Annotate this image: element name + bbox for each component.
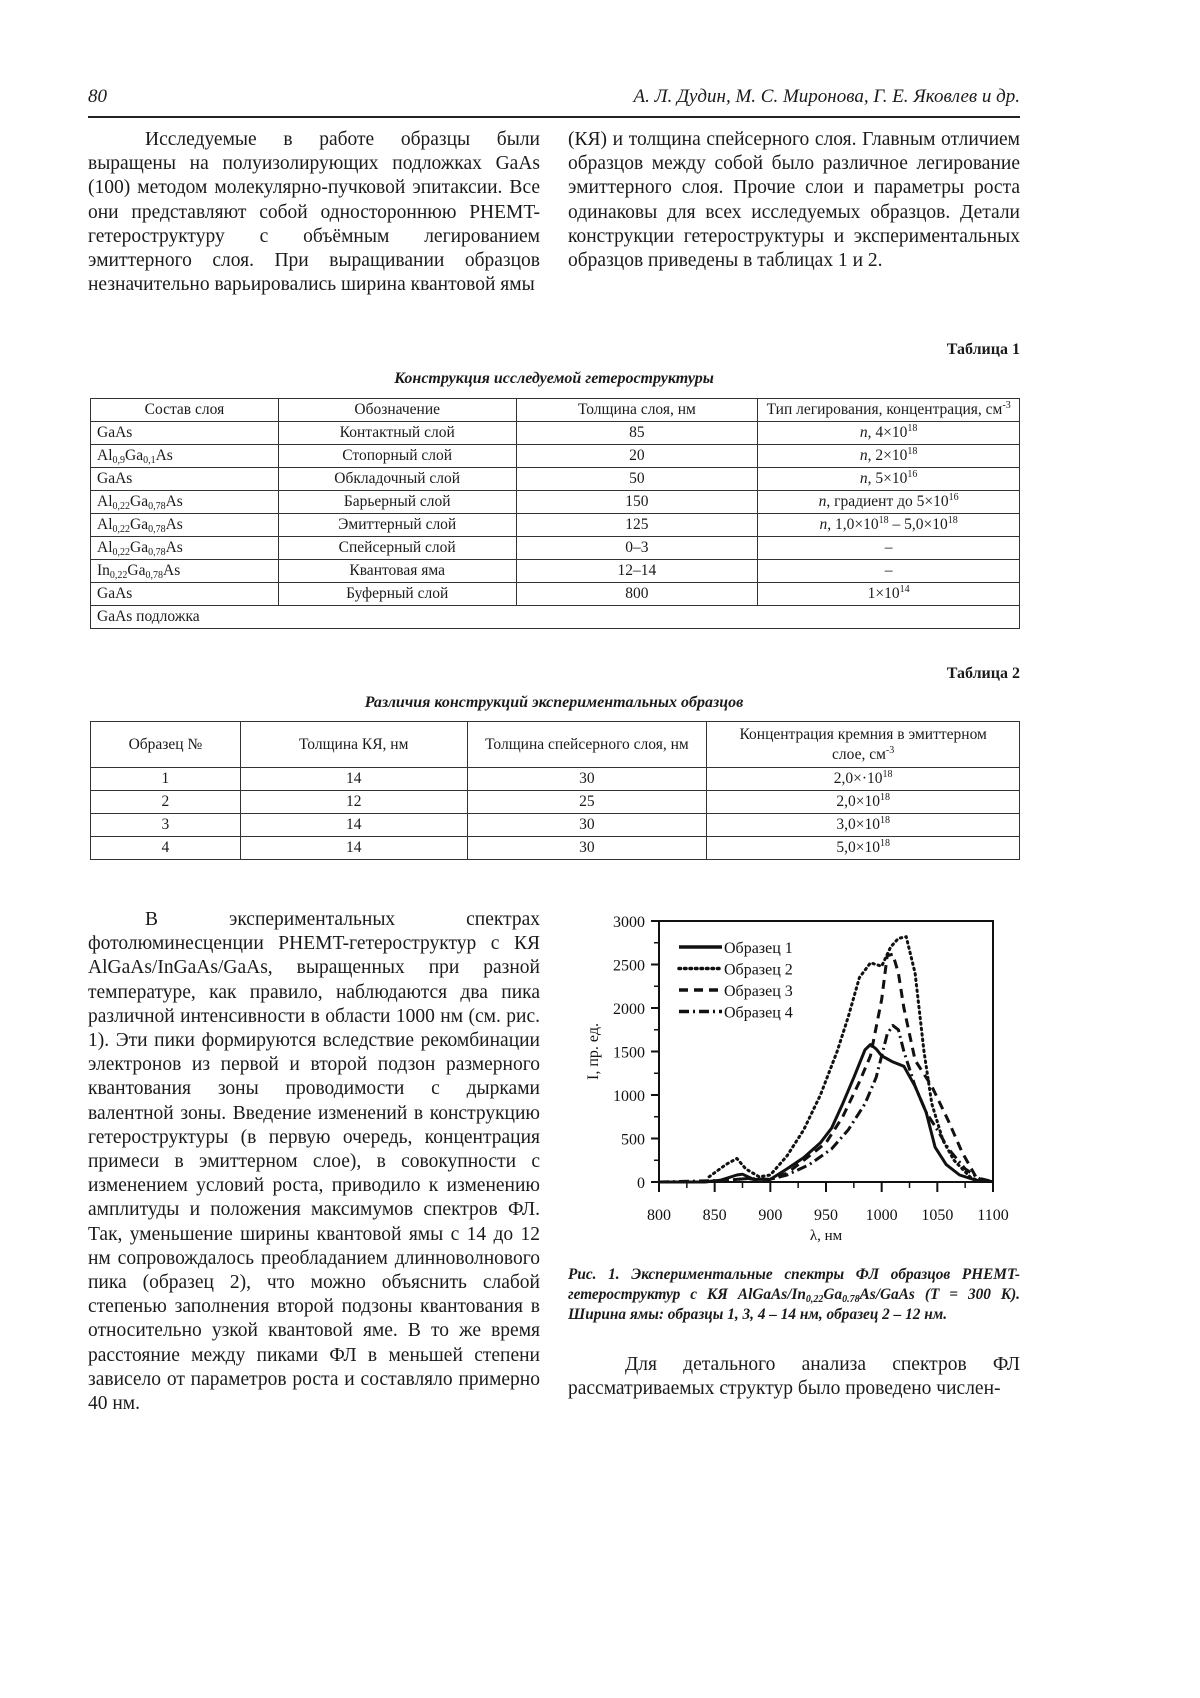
body-paragraph: В экспериментальных спектрах фотолюминесценции PHEMT-гетероструктур с КЯ AlGaAs/InGaAs/GaAs, выращенных при разной температуре, как правило, наблюдаются два пика различной интенсивности в области 1000 нм (см. рис. 1). Эти пики формируются вследствие рекомбинации электронов из первой и второй подзон размерного квантования зоны проводимости с дырками валентной зоны. Введение изменений в конструкцию гетероструктуры (в первую очередь, концентрация примеси в эмиттерном слое), в совокупности с изменением условий роста, приводило к изменению амплитуды и положения максимумов спектров ФЛ. Так, уменьшение ширины квантовой ямы с 14 до 12 нм сопровождалось преобладанием длинноволнового пика (образец 2), что можно объяснить слабой степенью заполнения второй подзоны квантования в относительно узкой квантовой яме. В то же время расстояние между пиками ФЛ в меньшей степени зависело от параметров роста и составляло примерно 40 нм. (88, 909, 540, 1415)
conc-value: 5,0×10 (836, 839, 880, 856)
y-tick-label: 3000 (613, 914, 645, 931)
cell-doping (758, 560, 1020, 583)
composition-part: As (165, 516, 183, 533)
cell-sample: 4 (91, 837, 241, 860)
composition-part: Ga (130, 539, 149, 556)
series-line-1 (659, 1045, 993, 1183)
cell-thickness: 150 (516, 491, 758, 514)
table2-header-conc-text: Концентрация кремния в эмиттерном слое, см (739, 725, 987, 763)
doping-type: n (859, 470, 868, 487)
composition-part: Ga (127, 562, 146, 579)
doping-value: , 2×10 (867, 447, 908, 464)
doping-value: – (884, 562, 893, 579)
page-number: 80 (88, 86, 107, 107)
conc-exp: 18 (882, 769, 893, 780)
cell-designation: Спейсерный слой (278, 537, 516, 560)
x-tick-label: 950 (814, 1207, 838, 1224)
body-column-right (568, 1353, 1020, 1401)
cell-spacer: 25 (467, 791, 707, 814)
table2-header-conc (707, 722, 1020, 768)
cell-designation: Буферный слой (278, 583, 516, 606)
cell-spacer: 30 (467, 814, 707, 837)
table1-label: Таблица 1 (946, 341, 1020, 358)
conc-value: 3,0×10 (836, 816, 880, 833)
composition-part: In (97, 562, 110, 579)
cell-qw-width: 14 (240, 837, 467, 860)
cell-designation: Обкладочный слой (278, 468, 516, 491)
composition-part: 0,22 (109, 570, 128, 581)
cell-doping (758, 422, 1020, 445)
table1 (90, 398, 1020, 629)
composition-part: 0,78 (148, 524, 166, 535)
table1-footer-row (91, 606, 1020, 629)
composition-part: 0,22 (112, 524, 130, 535)
doping-type: n (859, 424, 868, 441)
cell-doping (758, 491, 1020, 514)
running-head-authors: А. Л. Дудин, М. С. Миронова, Г. Е. Яковлев и др. (633, 86, 1020, 107)
y-tick-label: 1500 (613, 1044, 645, 1062)
y-tick-label: 0 (637, 1175, 645, 1192)
x-tick-label: 1000 (865, 1207, 898, 1224)
composition-part: 0,1 (143, 455, 156, 466)
table1-title: Конструкция исследуемой гетероструктуры (394, 370, 714, 387)
cell-designation: Квантовая яма (278, 560, 516, 583)
composition-part: As (155, 447, 173, 464)
conc-exp: 18 (879, 792, 890, 803)
intro-column-right (568, 128, 1020, 273)
cell-spacer: 30 (467, 837, 707, 860)
cell-substrate: GaAs подложка (91, 606, 1020, 629)
table1-row (91, 445, 1020, 468)
cell-designation: Барьерный слой (278, 491, 516, 514)
table2-header-conc-exp: -3 (885, 744, 895, 756)
table1-header-doping (758, 399, 1020, 422)
table1-row (91, 468, 1020, 491)
cell-designation: Контактный слой (278, 422, 516, 445)
y-tick-label: 500 (621, 1131, 645, 1149)
doping-type: n (859, 447, 868, 464)
conc-exp: 18 (879, 815, 890, 826)
doping-value: , 5×10 (867, 470, 908, 487)
cell-sample: 2 (91, 791, 241, 814)
conc-exp: 18 (879, 838, 890, 849)
cell-sample: 3 (91, 814, 241, 837)
table1-header-thickness: Толщина слоя, нм (516, 399, 758, 422)
conc-value: 2,0×·10 (833, 770, 883, 787)
y-tick-label: 1000 (613, 1088, 645, 1105)
y-axis-label: I, пр. ед. (585, 1023, 602, 1080)
cell-composition (91, 491, 279, 514)
caption-part: Ga (823, 1286, 843, 1303)
cell-doping (758, 537, 1020, 560)
composition-part: As (165, 493, 183, 510)
composition-part: As (165, 539, 183, 556)
cell-designation: Эмиттерный слой (278, 514, 516, 537)
x-tick-label: 800 (647, 1207, 671, 1224)
cell-doping (758, 514, 1020, 537)
legend-label-1: Образец 1 (724, 940, 793, 957)
table1-row (91, 514, 1020, 537)
doping-type: n (819, 516, 828, 533)
table1-row (91, 422, 1020, 445)
intro-paragraph-part2: (КЯ) и толщина спейсерного слоя. Главным отличием образцов между собой было различное легирование эмиттерного слоя. Прочие слои и параметры роста одинаковы для всех исследуемых образцов. Детали конструкции гетероструктуры и экспериментальных образцов приведены в таблицах 1 и 2. (568, 129, 1020, 272)
y-tick-label: 2500 (613, 957, 645, 975)
cell-thickness: 125 (516, 514, 758, 537)
chart-svg (570, 905, 1020, 1250)
x-tick-label: 900 (758, 1207, 783, 1224)
table1-row (91, 560, 1020, 583)
table1-row (91, 491, 1020, 514)
body-column-left (88, 908, 540, 1416)
doping-exp: 16 (907, 469, 918, 480)
composition-part: Ga (130, 493, 149, 510)
table2-row (91, 814, 1020, 837)
legend-label-2: Образец 2 (724, 961, 793, 979)
composition-part: GaAs (97, 424, 133, 441)
cell-composition (91, 560, 279, 583)
x-tick-label: 1050 (921, 1207, 954, 1224)
doping-value: – (884, 539, 893, 556)
composition-part: 0,78 (148, 501, 166, 512)
doping-exp: 18 (907, 446, 918, 457)
composition-part: 0,22 (112, 501, 130, 512)
doping-value: , 4×10 (867, 424, 908, 441)
caption-part: 0,22 (805, 1294, 824, 1305)
table1-header-doping-text: Тип легирования, концентрация, см (766, 401, 1003, 418)
legend-label-4: Образец 4 (724, 1004, 793, 1022)
x-axis-label: λ, нм (809, 1228, 843, 1244)
figure-caption (568, 1265, 1020, 1325)
cell-composition (91, 514, 279, 537)
composition-part: Al (97, 539, 113, 556)
cell-concentration (707, 814, 1020, 837)
caption-part: 0.78 (842, 1294, 860, 1305)
table2-header-row (91, 722, 1020, 768)
composition-part: 0,9 (112, 455, 125, 466)
table2-header-qw: Толщина КЯ, нм (240, 722, 467, 768)
composition-part: 0,22 (112, 547, 130, 558)
cell-concentration (707, 837, 1020, 860)
cell-concentration (707, 768, 1020, 791)
running-head (88, 86, 1020, 114)
doping-value: , градиент до 5×10 (826, 493, 949, 510)
cell-thickness: 85 (516, 422, 758, 445)
doping-exp: 16 (948, 492, 959, 503)
caption-part: Рис. 1. Экспериментальные спектры ФЛ образцов PHEMT-гетероструктур с КЯ AlGaAs/In (568, 1266, 1020, 1303)
composition-part: Al (97, 493, 113, 510)
table2-row (91, 837, 1020, 860)
cell-composition (91, 445, 279, 468)
doping-exp: 14 (899, 584, 910, 595)
composition-part: 0,78 (145, 570, 163, 581)
cell-thickness: 20 (516, 445, 758, 468)
table2-header-sample: Образец № (91, 722, 241, 768)
table2-label: Таблица 2 (946, 665, 1020, 682)
doping-type: n (818, 493, 827, 510)
composition-part: Al (97, 447, 113, 464)
composition-part: Ga (130, 516, 149, 533)
doping-exp-2: 18 (947, 515, 958, 526)
cell-doping (758, 583, 1020, 606)
table2 (90, 721, 1020, 860)
caption-part: As/GaAs (T = 300 K). Ширина ямы: образцы 1, 3, 4 – 14 нм, образец 2 – 12 нм. (568, 1286, 1021, 1323)
cell-doping (758, 468, 1020, 491)
composition-part: GaAs (97, 585, 133, 602)
doping-exp: 18 (907, 423, 918, 434)
composition-part: Ga (125, 447, 144, 464)
table2-row (91, 768, 1020, 791)
doping-exp: 18 (878, 515, 889, 526)
intro-column-left (88, 128, 540, 297)
x-tick-label: 850 (702, 1207, 727, 1224)
cell-concentration (707, 791, 1020, 814)
cell-spacer: 30 (467, 768, 707, 791)
table2-header-spacer: Толщина спейсерного слоя, нм (467, 722, 707, 768)
doping-value: 1×10 (867, 585, 900, 602)
doping-value: , 1,0×10 (827, 516, 879, 533)
y-tick-label: 2000 (613, 1001, 645, 1018)
table1-header-composition: Состав слоя (91, 399, 279, 422)
table1-header-designation: Обозначение (278, 399, 516, 422)
cell-thickness: 50 (516, 468, 758, 491)
doping-value-2: – 5,0×10 (888, 516, 948, 533)
cell-composition (91, 468, 279, 491)
header-rule (88, 116, 1020, 118)
cell-thickness: 800 (516, 583, 758, 606)
composition-part: Al (97, 516, 113, 533)
cell-thickness: 0–3 (516, 537, 758, 560)
conc-value: 2,0×10 (836, 793, 880, 810)
cell-composition (91, 422, 279, 445)
cell-thickness: 12–14 (516, 560, 758, 583)
table1-header-row (91, 399, 1020, 422)
intro-paragraph-part1: Исследуемые в работе образцы были выращены на полуизолирующих подложках GaAs (100) методом молекулярно-пучковой эпитаксии. Все они представляют собой одностороннюю PHEMT-гетероструктуру с объёмным легированием эмиттерного слоя. При выращивании образцов незначительно варьировались ширина квантовой ямы (88, 129, 540, 296)
table1-row (91, 583, 1020, 606)
pl-spectra-chart (570, 905, 1020, 1250)
composition-part: GaAs (97, 470, 133, 487)
cell-composition (91, 583, 279, 606)
table2-title: Различия конструкций экспериментальных образцов (364, 694, 744, 711)
cell-composition (91, 537, 279, 560)
composition-part: 0,78 (148, 547, 166, 558)
cell-qw-width: 12 (240, 791, 467, 814)
composition-part: As (163, 562, 181, 579)
body-paragraph-continued: Для детального анализа спектров ФЛ рассматриваемых структур было проведено числен- (568, 1354, 1020, 1400)
cell-designation: Стопорный слой (278, 445, 516, 468)
x-tick-label: 1100 (977, 1207, 1009, 1224)
legend-label-3: Образец 3 (724, 983, 793, 1000)
cell-doping (758, 445, 1020, 468)
cell-qw-width: 14 (240, 814, 467, 837)
cell-qw-width: 14 (240, 768, 467, 791)
table2-row (91, 791, 1020, 814)
table1-header-doping-exp: -3 (1002, 400, 1011, 411)
cell-sample: 1 (91, 768, 241, 791)
table1-row (91, 537, 1020, 560)
